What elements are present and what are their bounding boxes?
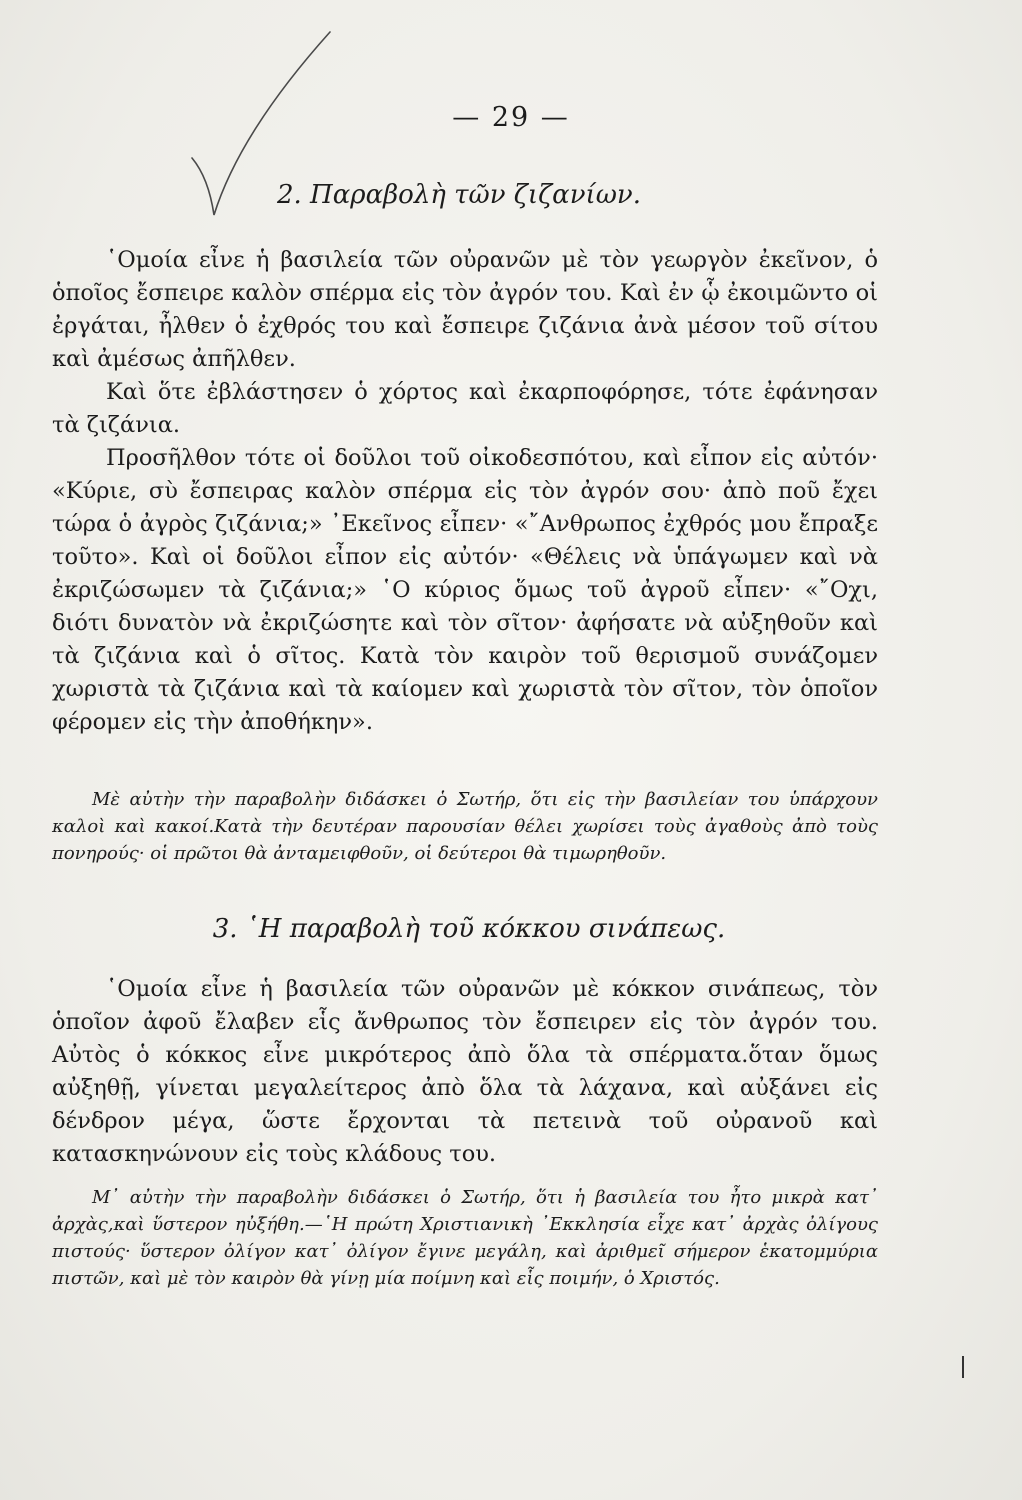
section-3-title: 3. ῾Η παραβολὴ τοῦ κόκκου σινάπεως. — [212, 914, 726, 944]
section-2-title: 2. Παραβολὴ τῶν ζιζανίων. — [276, 180, 641, 210]
section-3-body — [52, 973, 878, 1171]
margin-pencil-mark — [962, 1356, 964, 1378]
section-3-paragraph: ῾Ομοία εἶνε ἡ βασιλεία τῶν οὐρανῶν μὲ κόκκον σινάπεως, τὸν ὁποῖον ἀφοῦ ἔλαβεν εἷς ἄνθρωπος τὸν ἔσπειρεν εἰς τὸν ἀγρόν του. Αὐτὸς ὁ κόκκος εἶνε μικρότερος ἀπὸ ὅλα τὰ σπέρματα.ὅταν ὅμως αὐξηθῇ, γίνεται μεγαλείτερος ἀπὸ ὅλα τὰ λάχανα, καὶ αὐξάνει εἰς δένδρον μέγα, ὥστε ἔρχονται τὰ πετεινὰ τοῦ οὐρανοῦ καὶ κατασκηνώνουν εἰς τοὺς κλάδους του. — [52, 976, 878, 1167]
section-2-paragraph: ῾Ομοία εἶνε ἡ βασιλεία τῶν οὐρανῶν μὲ τὸν γεωργὸν ἐκεῖνον, ὁ ὁποῖος ἔσπειρε καλὸν σπέρμα εἰς τὸν ἀγρόν του. Καὶ ἐν ᾧ ἐκοιμῶντο οἱ ἐργάται, ἦλθεν ὁ ἐχθρός του καὶ ἔσπειρε ζιζάνια ἀνὰ μέσον τοῦ σίτου καὶ ἀμέσως ἀπῆλθεν. — [52, 247, 878, 372]
section-2-paragraph: Προσῆλθον τότε οἱ δοῦλοι τοῦ οἰκοδεσπότου, καὶ εἶπον εἰς αὐτόν· «Κύριε, σὺ ἔσπειρας καλὸν σπέρμα εἰς τὸν ἀγρόν σου· ἀπὸ ποῦ ἔχει τώρα ὁ ἀγρὸς ζιζάνια;» ᾿Εκεῖνος εἶπεν· «῎Ανθρωπος ἐχθρός μου ἔπραξε τοῦτο». Καὶ οἱ δοῦλοι εἶπον εἰς αὐτόν· «Θέλεις νὰ ὑπάγωμεν καὶ νὰ ἐκριζώσωμεν τὰ ζιζάνια;» ῾Ο κύριος ὅμως τοῦ ἀγροῦ εἶπεν· «῎Οχι, διότι δυνατὸν νὰ ἐκριζώσητε καὶ τὸν σῖτον· ἀφήσατε νὰ αὐξηθοῦν καὶ τὰ ζιζάνια καὶ ὁ σῖτος. Κατὰ τὸν καιρὸν τοῦ θερισμοῦ συνάζομεν χωριστὰ τὰ ζιζάνια καὶ τὰ καίομεν καὶ χωριστὰ τὸν σῖτον, τὸν ὁποῖον φέρομεν εἰς τὴν ἀποθήκην». — [52, 445, 878, 735]
section-3-note: Μ᾿ αὐτὴν τὴν παραβολὴν διδάσκει ὁ Σωτήρ, ὅτι ἡ βασιλεία του ἦτο μικρὰ κατ᾿ ἀρχὰς,καὶ ὕστερον ηὐξήθη.—῾Η πρώτη Χριστιανικὴ ᾿Εκκλησία εἶχε κατ᾿ ἀρχὰς ὀλίγους πιστούς· ὕστερον ὀλίγον κατ᾿ ὀλίγον ἔγινε μεγάλη, καὶ ἀριθμεῖ σήμερον ἑκατομμύρια πιστῶν, καὶ μὲ τὸν καιρὸν θὰ γίνῃ μία ποίμνη καὶ εἷς ποιμήν, ὁ Χριστός. — [52, 1187, 878, 1289]
page-number: — 29 — — [452, 102, 570, 133]
section-2-paragraph: Καὶ ὅτε ἐβλάστησεν ὁ χόρτος καὶ ἐκαρποφόρησε, τότε ἐφάνησαν τὰ ζιζάνια. — [52, 379, 878, 438]
section-2-note: Μὲ αὐτὴν τὴν παραβολὴν διδάσκει ὁ Σωτήρ, ὅτι εἰς τὴν βασιλείαν του ὑπάρχουν καλοὶ καὶ κακοί.Κατὰ τὴν δευτέραν παρουσίαν θέλει χωρίσει τοὺς ἀγαθοὺς ἀπὸ τοὺς πονηρούς· οἱ πρῶτοι θὰ ἀνταμειφθοῦν, οἱ δεύτεροι θὰ τιμωρηθοῦν. — [52, 789, 878, 864]
section-2-body — [52, 244, 878, 739]
